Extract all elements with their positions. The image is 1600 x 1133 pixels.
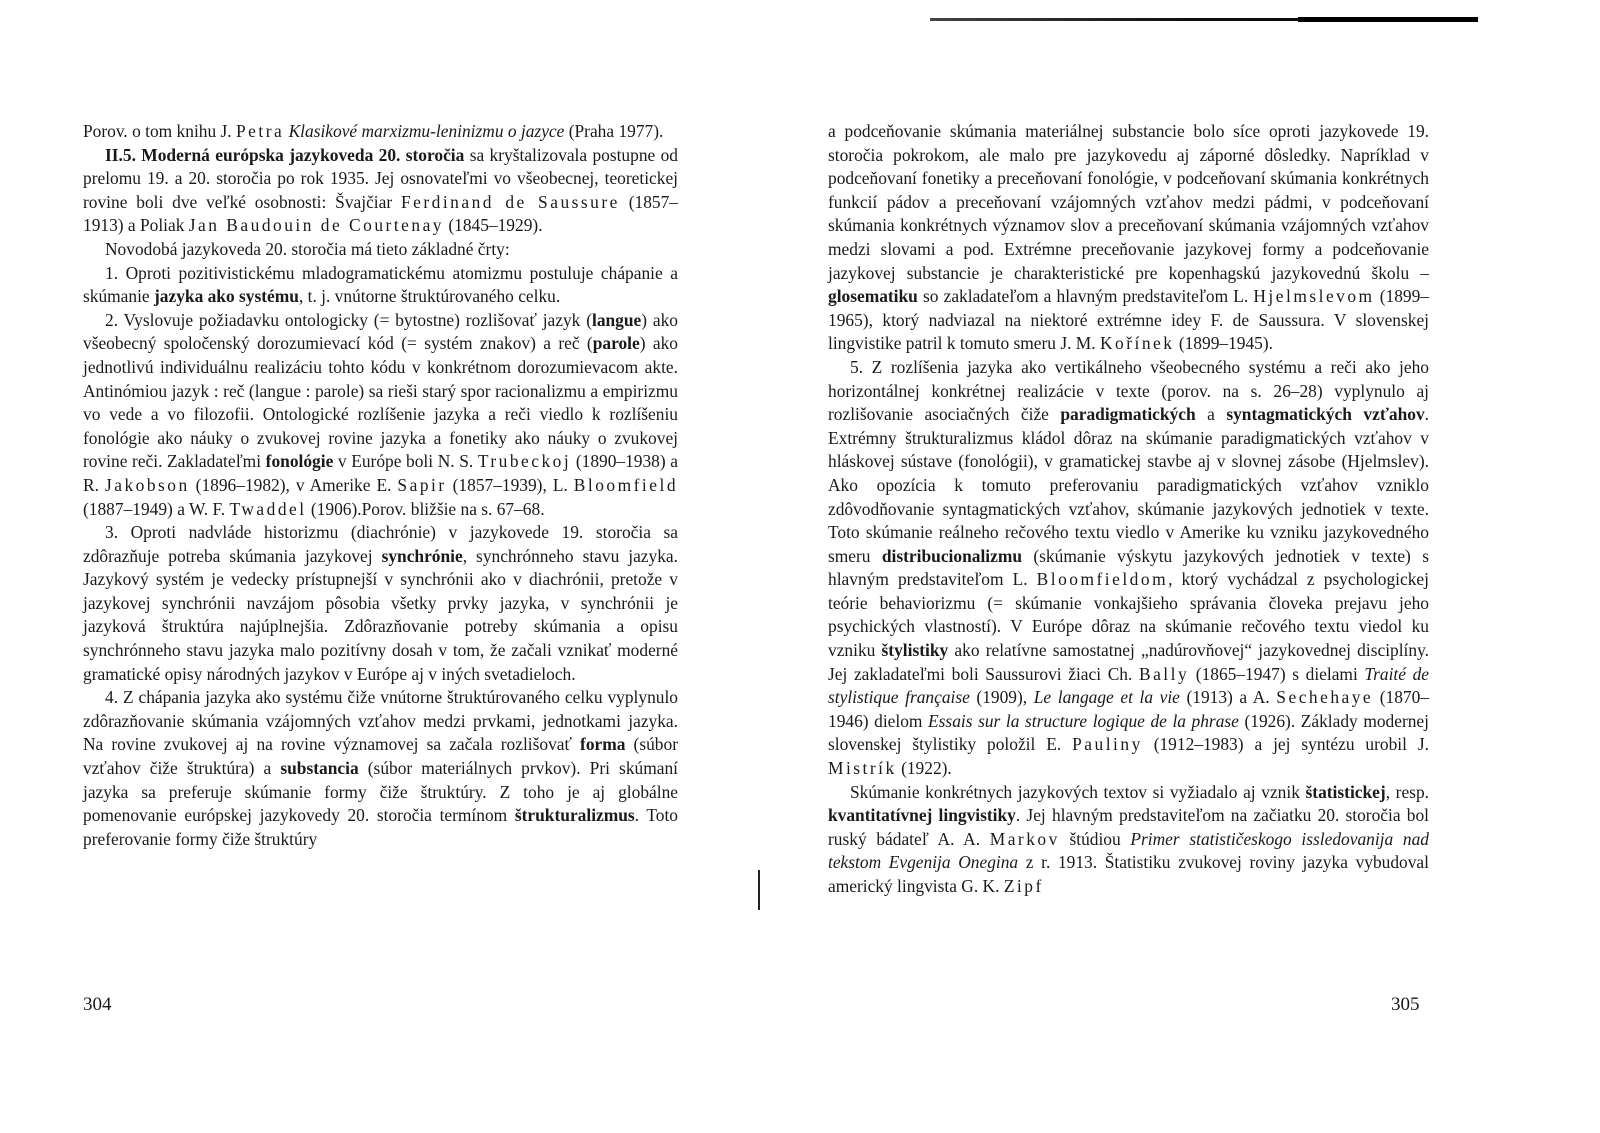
text: , synchrónneho stavu jazyka. Jazykový systém je vedecky prístupnejší v synchrónii ako v diachrónii, pretože v jazykovej synchrónii navzájom pôsobia všetky prvky jazyka, v synchrónii je jazyková štruktúra najúplnejšia. Zdôrazňovanie potreby skúmania a opisu synchrónneho stavu jazyka malo pozitívny dosah v tom, že začali vznikať moderné gramatické opisy národných jazykov v Európe aj v iných svetadieloch.	[83, 545, 678, 684]
term: štatistickej	[1305, 781, 1386, 802]
text: . Jej hlavným predstaviteľom na začiatku 20. storočia bol ruský bádateľ A. A.	[828, 805, 1429, 849]
text: ) ako jednotlivú individuálnu realizáciu tohto kódu v konkrétnom dorozumievacom akte. Antinómiou jazyk : reč (langue : parole) sa rieši starý spor racionalizmu a empirizmu vo vede a vo filozofii. Ontologické rozlíšenie jazyka a reči viedlo k rozlíšeniu fonológie ako náuky o zvukovej rovine jazyka a fonetiky ako náuky o zvukovej rovine reči. Zakladateľmi	[83, 333, 678, 472]
person-name: Bloomfield	[573, 474, 679, 495]
text: (1926). Základy modernej slovenskej štylistiky položil E.	[828, 710, 1429, 755]
text: (1857–1913) a Poliak	[83, 191, 678, 236]
person-name: Trubeckoj	[477, 451, 572, 472]
text: a podceňovanie skúmania materiálnej substancie bolo síce oproti jazykovede 19. storočia pokrokom, ale malo pre jazykovedu aj záporné dôsledky. Napríklad v podceňovaní fonetiky a preceňovaní fonológie, v podceňovaní skúmania konkrétnych funkcií pádov a preceňovaní vzájomných vzťahov medzi pádmi, v podceňovaní skúmania konkrétnych významov slov a preceňovaní skúmania vzájomných vzťahov medzi slovami a pod. Extrémne preceňovanie jazykovej formy a podceňovanie jazykovej substancie je charakteristické pre kopenhagskú jazykovednú školu –	[828, 121, 1429, 283]
left-text-column	[83, 120, 678, 851]
text: (1887–1949) a W. F.	[83, 498, 230, 519]
person-name: Pauliny	[1072, 734, 1143, 755]
text: (1845–1929).	[444, 215, 543, 236]
text: (1899–1945).	[1174, 333, 1274, 354]
person-name: Sapir	[397, 474, 447, 495]
top-rule	[930, 18, 1478, 21]
person-name: Mistrík	[828, 758, 897, 779]
item-2	[83, 309, 678, 521]
person-name: Bloomfieldom	[1036, 569, 1169, 590]
text: 2. Vyslovuje požiadavku ontologicky (= bytostne) rozlišovať jazyk (	[105, 309, 592, 330]
person-name: Bally	[1138, 663, 1190, 684]
term: forma	[580, 734, 626, 755]
text: (1922).	[896, 758, 952, 779]
term: kvantitatívnej lingvistiky	[828, 805, 1016, 826]
text: sa kryštalizovala postupne od prelomu 19. a 20. storočia po rok 1935. Jej osnovateľmi vo všeobecnej, teoretickej rovine boli dve veľké osobnosti: Švajčiar	[83, 144, 678, 212]
item-4	[83, 686, 678, 851]
text: . Toto preferovanie formy čiže štruktúry	[83, 805, 679, 849]
section-heading: II.5. Moderná európska jazykoveda 20. storočia	[105, 144, 465, 165]
person-name: Jakobson	[104, 474, 190, 495]
right-page	[800, 0, 1600, 1133]
text: (1899–1965), ktorý nadviazal na niektoré extrémne idey F. de Saussura. V slovenskej lingvistike patril k tomuto smeru J. M.	[828, 286, 1430, 354]
gutter-mark	[758, 870, 760, 910]
item-5	[828, 356, 1429, 781]
text: (1913) a A.	[1179, 687, 1277, 708]
term: paradigmatických	[1060, 404, 1196, 425]
term: synchrónie	[381, 545, 463, 566]
work-title: Le langage et la vie	[1033, 687, 1180, 708]
continuation-paragraph	[828, 120, 1429, 356]
text: štúdiou	[1059, 828, 1131, 849]
person-name: Twaddel	[229, 498, 307, 519]
text: v Európe boli N. S.	[333, 451, 478, 472]
right-text-column	[828, 120, 1429, 899]
text: Porov. o tom knihu J.	[83, 121, 236, 141]
intro-paragraph	[83, 238, 678, 262]
term: glosematiku	[828, 286, 918, 307]
text: , resp.	[1385, 781, 1429, 802]
text: (1909),	[969, 687, 1034, 708]
term: parole	[592, 333, 640, 354]
text: 1. Oproti pozitivistickému mladogramatickému atomizmu postuluje chápanie a skúmanie	[83, 262, 678, 307]
text: (1865–1947) s dielami	[1189, 663, 1365, 684]
text: Skúmanie konkrétnych jazykových textov si vyžiadalo aj vznik	[850, 781, 1306, 802]
term: substancia	[280, 758, 359, 779]
text: (1857–1939), L.	[446, 474, 574, 495]
text: z r. 1913. Štatistiku zvukovej roviny jazyka vybudoval americký lingvista G. K.	[828, 852, 1429, 896]
text: , ktorý vychádzal z psychologickej teórie behaviorizmu (= skúmanie vonkajšieho správania človeka prejavu jeho psychických vlastností). V Európe dôraz na skúmanie rečového textu viedol ku vzniku	[828, 569, 1429, 661]
text: a	[1195, 404, 1227, 425]
page-number: 304	[83, 994, 112, 1015]
person-name: Kořínek	[1099, 333, 1175, 354]
text: ) ako všeobecný spoločenský dorozumievací kód (= systém znakov) a reč (	[83, 309, 678, 354]
left-page	[0, 0, 780, 1133]
person-name: Zipf	[1003, 876, 1044, 896]
text: ako relatívne samostatnej „nadúrovňovej“ jazykovednej disciplíny. Jej zakladateľmi boli Saussurovi žiaci Ch.	[828, 640, 1429, 684]
author-name: Petra	[235, 121, 285, 141]
term: syntagmatických vzťahov	[1226, 404, 1425, 425]
text: 3. Oproti nadvláde historizmu (diachrónie) v jazykovede 19. storočia sa zdôrazňuje potreba skúmania jazykovej	[83, 522, 678, 566]
book-title: Klasikové marxizmu-leninizmu o jazyce	[288, 121, 565, 141]
item-1	[83, 262, 678, 309]
text: . Extrémny štrukturalizmus kládol dôraz na skúmanie paradigmatických vzťahov v hláskovej sústave (fonológii), v gramatickej stavbe aj v slovnej zásobe (Hjelmslev). Ako opozícia k tomuto preferovaniu paradigmatických vzťahov vzniklo zdôvodňovanie syntagmatických vzťahov, skúmanie jazykových jednotiek v texte. Toto skúmanie reálneho rečového textu viedlo v Amerike ku vzniku jazykovedného smeru	[828, 404, 1429, 566]
text: 4. Z chápania jazyka ako systému čiže vnútorne štruktúrovaného celku vyplynulo zdôrazňovanie skúmania vzájomných vzťahov medzi prvkami, jednotkami jazyka. Na rovine zvukovej aj na rovine významovej sa začala rozlišovať	[83, 687, 678, 755]
person-name: Ferdinand de Saussure	[400, 191, 620, 212]
text: (Praha 1977).	[564, 121, 664, 141]
text: (1890–1938) a R.	[83, 451, 678, 495]
work-title: Essais sur la structure logique de la phrase	[928, 710, 1239, 731]
statistics-paragraph	[828, 781, 1429, 899]
text: so zakladateľom a hlavným predstaviteľom L.	[917, 286, 1254, 307]
person-name: Markov	[989, 828, 1060, 849]
text: (1896–1982), v Amerike E.	[189, 474, 398, 495]
page-number: 305	[1391, 994, 1420, 1015]
section-paragraph	[83, 144, 678, 238]
text: (1870–1946) dielom	[828, 687, 1430, 731]
text: , t. j. vnútorne štruktúrovaného celku.	[298, 286, 561, 307]
text: (súbor materiálnych prvkov). Pri skúmaní jazyka sa preferuje skúmanie formy čiže štruktúry. Z toho je aj globálne pomenovanie európskej jazykovedy 20. storočia termínom	[83, 758, 678, 826]
term: distribucionalizmu	[881, 545, 1022, 566]
person-name: Sechehaye	[1276, 687, 1374, 708]
person-name: Jan Baudouin de Courtenay	[188, 215, 444, 236]
text: (1912–1983) a jej syntézu urobil J.	[1142, 734, 1429, 755]
text: (súbor vzťahov čiže štruktúra) a	[83, 734, 678, 779]
text: (1906).Porov. bližšie na s. 67–68.	[306, 498, 545, 519]
work-title: Primer statističeskogo issledovanija nad tekstom Evgenija Onegina	[828, 828, 1429, 873]
text: Novodobá jazykoveda 20. storočia má tieto základné črty:	[105, 238, 510, 259]
term: štylistiky	[881, 640, 949, 661]
text: (skúmanie výskytu jazykových jednotiek v texte) s hlavným predstaviteľom L.	[828, 545, 1429, 590]
term: fonológie	[265, 451, 334, 472]
work-title: Traité de stylistique française	[828, 663, 1429, 708]
text: 5. Z rozlíšenia jazyka ako vertikálneho všeobecného systému a reči ako jeho horizontálnej konkrétnej realizácie v texte (porov. na s. 26–28) vyplynulo aj rozlišovanie asociačných čiže	[828, 356, 1429, 425]
person-name: Hjelmslevom	[1253, 286, 1375, 307]
term: langue	[591, 309, 642, 330]
footnote	[83, 120, 678, 144]
term: jazyka ako systému	[154, 286, 299, 307]
item-3	[83, 521, 678, 686]
term: štrukturalizmus	[514, 805, 635, 826]
